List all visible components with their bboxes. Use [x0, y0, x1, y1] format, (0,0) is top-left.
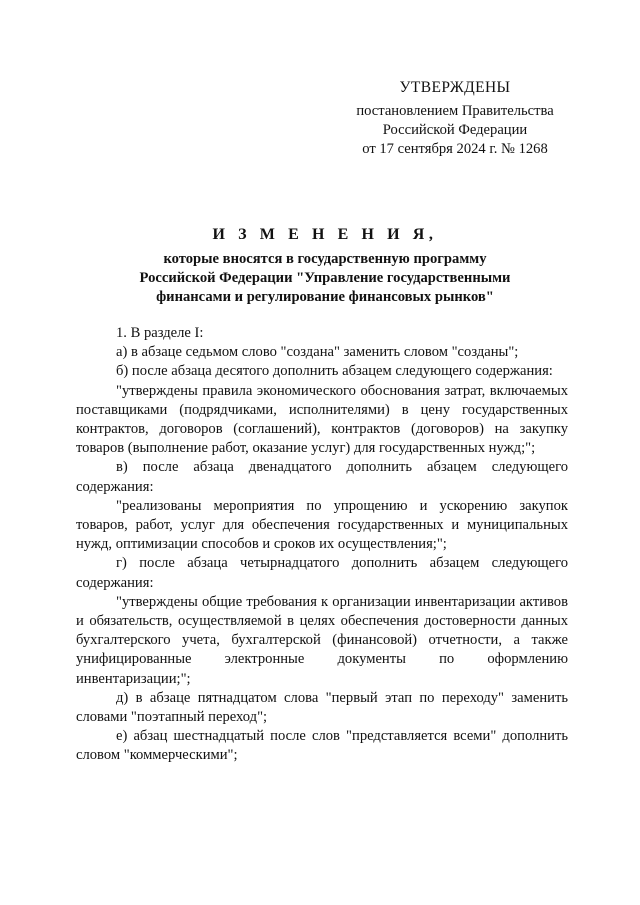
approval-line-2: Российской Федерации — [382, 122, 528, 138]
paragraph-item-a: а) в абзаце седьмом слово "создана" заменить словом "созданы"; — [116, 344, 519, 361]
approval-line-3: от 17 сентября 2024 г. № 1268 — [362, 141, 548, 157]
approval-title: УТВЕРЖДЕНЫ — [399, 79, 511, 96]
paragraph-section-1: 1. В разделе I: — [116, 325, 204, 341]
heading-subtitle-3: финансами и регулирование финансовых рынков" — [156, 289, 494, 305]
paragraph-item-v: в) после абзаца двенадцатого дополнить абзацем следующего содержания: — [76, 459, 568, 495]
paragraph-quote-v: "реализованы мероприятия по упрощению и ускорению закупок товаров, работ, услуг для обеспечения государственных и муниципальных нужд, оптимизации способов и сроков их осуществления;"; — [76, 497, 568, 553]
paragraph-item-d: д) в абзаце пятнадцатом слова "первый этап по переходу" заменить словами "поэтапный переход"; — [76, 689, 568, 726]
document-title: И З М Е Н Е Н И Я, — [212, 226, 438, 243]
paragraph-item-e: е) абзац шестнадцатый после слов "представляется всеми" дополнить словом "коммерческими"; — [76, 728, 568, 764]
paragraph-quote-b: "утверждены правила экономического обоснования затрат, включаемых поставщиками (подрядчиками, исполнителями) в цену государственных контрактов, договоров (соглашений), контрактов (договоров) на закупку товаров (выполнение работ, оказание услуг) для государственных нужд;"; — [76, 382, 568, 457]
document-heading — [90, 226, 560, 307]
paragraph-item-g: г) после абзаца четырнадцатого дополнить абзацем следующего содержания: — [76, 555, 568, 591]
heading-subtitle-1: которые вносятся в государственную программу — [163, 251, 487, 267]
approval-line-1: постановлением Правительства — [356, 103, 554, 119]
paragraph-item-b: б) после абзаца десятого дополнить абзацем следующего содержания: — [116, 363, 553, 380]
approval-stamp — [340, 78, 570, 159]
heading-subtitle-2: Российской Федерации "Управление государственными — [139, 270, 511, 286]
paragraph-quote-g: "утверждены общие требования к организации инвентаризации активов и обязательств, осуществляемой в целях обеспечения достоверности данных бухгалтерского учета, бухгалтерской (финансовой) отчетности, а также унифицированные электронные документы по оформлению инвентаризации;"; — [76, 593, 568, 687]
document-body — [76, 324, 568, 766]
